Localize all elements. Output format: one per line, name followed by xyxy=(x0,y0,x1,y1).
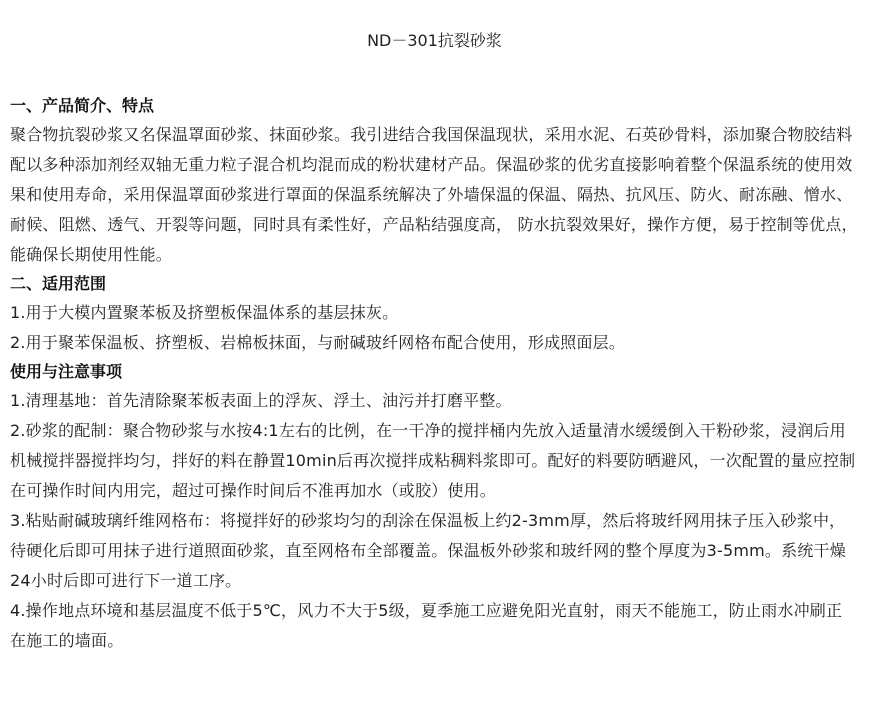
scope-item-1: 1.用于大模内置聚苯板及挤塑板保温体系的基层抹灰。 xyxy=(10,303,399,322)
document-title: ND－301抗裂砂浆 xyxy=(367,31,502,50)
section-heading-intro: 一、产品简介、特点 xyxy=(10,96,155,115)
intro-paragraph: 聚合物抗裂砂浆又名保温罩面砂浆、抹面砂浆。我引进结合我国保温现状，采用水泥、石英砂骨料，添加聚合物胶结料配以多种添加剂经双轴无重力粒子混合机均混而成的粉状建材产品。保温砂浆的优劣直接影响着整个保温系统的使用效果和使用寿命，采用保温罩面砂浆进行罩面的保温系统解决了外墙保温的保温、隔热、抗风压、防火、耐冻融、憎水、耐候、阻燃、透气、开裂等问题，同时具有柔性好，产品粘结强度高， 防水抗裂效果好，操作方便，易于控制等优点，能确保长期使用性能。 xyxy=(10,125,858,264)
scope-item-2: 2.用于聚苯保温板、挤塑板、岩棉板抹面，与耐碱玻纤网格布配合使用，形成照面层。 xyxy=(10,333,626,352)
section-heading-usage: 使用与注意事项 xyxy=(10,362,123,381)
usage-item-2: 2.砂浆的配制：聚合物砂浆与水按4:1左右的比例，在一干净的搅拌桶内先放入适量清水缓缓倒入干粉砂浆，浸润后用机械搅拌器搅拌均匀，拌好的料在静置10min后再次搅拌成粘稠料浆即可。配好的料要防晒避风，一次配置的量应控制在可操作时间内用完，超过可操作时间后不准再加水（或胶）使用。 xyxy=(10,421,856,500)
section-heading-scope: 二、适用范围 xyxy=(10,274,107,293)
usage-item-4: 4.操作地点环境和基层温度不低于5℃，风力不大于5级，夏季施工应避免阳光直射，雨天不能施工，防止雨水冲刷正在施工的墙面。 xyxy=(10,601,843,650)
usage-item-1: 1.清理基地：首先清除聚苯板表面上的浮灰、浮土、油污并打磨平整。 xyxy=(10,391,512,410)
document-body xyxy=(10,92,858,656)
usage-item-3: 3.粘贴耐碱玻璃纤维网格布：将搅拌好的砂浆均匀的刮涂在保温板上约2-3mm厚，然后将玻纤网用抹子压入砂浆中，待硬化后即可用抹子进行道照面砂浆，直至网格布全部覆盖。保温板外砂浆和玻纤网的整个厚度为3-5mm。系统干燥24小时后即可进行下一道工序。 xyxy=(10,511,846,590)
